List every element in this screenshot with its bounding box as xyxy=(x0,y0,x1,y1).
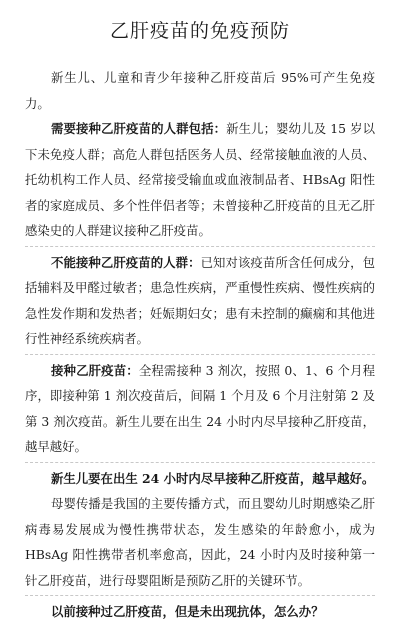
schedule-paragraph xyxy=(25,358,375,460)
who-should-not-paragraph xyxy=(25,250,375,352)
who-should-heading: 需要接种乙肝疫苗的人群包括： xyxy=(51,121,227,136)
question-heading: 以前接种过乙肝疫苗，但是未出现抗体，怎么办？ xyxy=(51,604,324,619)
section-divider xyxy=(25,246,375,247)
section-divider xyxy=(25,354,375,355)
section-divider xyxy=(25,595,375,596)
who-should-not-heading: 不能接种乙肝疫苗的人群： xyxy=(51,254,201,270)
who-should-paragraph xyxy=(25,116,375,244)
newborn-heading: 新生儿要在出生 24 小时内尽早接种乙肝疫苗，越早越好。 xyxy=(51,470,375,486)
schedule-text: 全程需接种 3 剂次，按照 0、1、6 个月程序，即接种第 1 剂次疫苗后，间隔 1 个月及 6 个月注射第 2 及第 3 剂次疫苗。新生儿要在出生 24 小时内尽早接种乙肝疫苗，越早越好。 xyxy=(25,362,376,454)
newborn-heading-paragraph xyxy=(25,466,375,492)
intro-paragraph: 新生儿、儿童和青少年接种乙肝疫苗后 95%可产生免疫力。 xyxy=(25,70,375,111)
schedule-heading: 接种乙肝疫苗： xyxy=(51,362,139,378)
who-should-text: 新生儿；婴幼儿及 15 岁以下未免疫人群；高危人群包括医务人员、经常接触血液的人员、托幼机构工作人员、经常接受输血或血液制品者、HBsAg 阳性者的家庭成员、多个性伴侣者等；未曾接种乙肝疫苗的且无乙肝感染史的人群建议接种乙肝疫苗。 xyxy=(25,121,375,238)
newborn-paragraph: 母婴传播是我国的主要传播方式，而且婴幼儿时期感染乙肝病毒易发展成为慢性携带状态，发生感染的年龄愈小，成为 HBsAg 阳性携带者机率愈高，因此，24 小时内及时接种第一针乙肝疫苗，进行母婴阻断是预防乙肝的关键环节。 xyxy=(25,496,375,588)
section-divider xyxy=(25,462,375,463)
question-paragraph xyxy=(25,599,375,625)
who-should-not-text: 已知对该疫苗所含任何成分，包括辅料及甲醛过敏者；患急性疾病，严重慢性疾病、慢性疾病的急性发作期和发热者；妊娠期妇女；患有未控制的癫痫和其他进行性神经系统疾病者。 xyxy=(25,254,376,346)
document-title: 乙肝疫苗的免疫预防 xyxy=(109,20,290,42)
